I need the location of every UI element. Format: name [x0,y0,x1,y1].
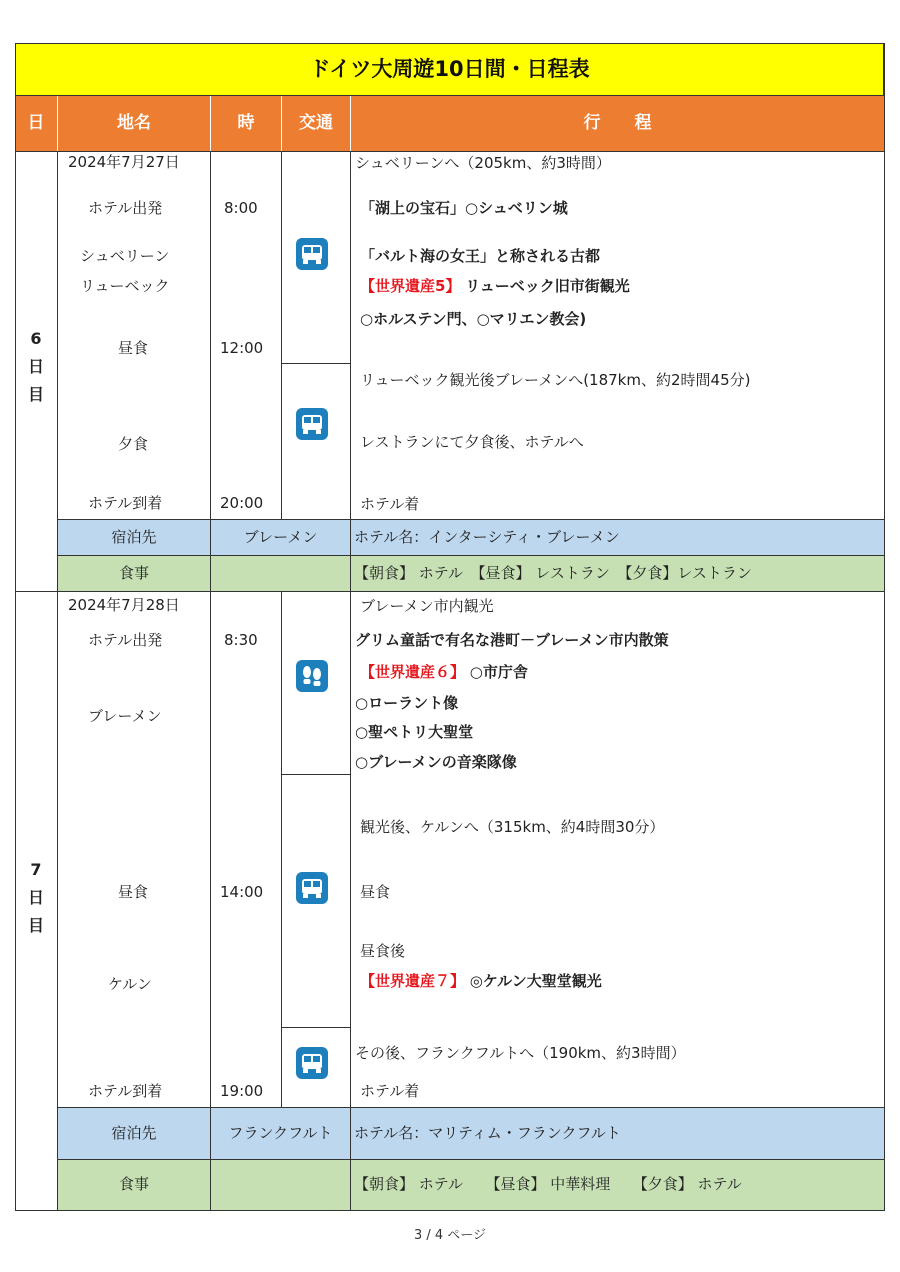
day7-itin-5: ○聖ペトリ大聖堂 [355,723,474,741]
day7-itin-12: ホテル着 [360,1082,420,1100]
day7-itin-3: 【世界遺産６】 ○市庁舎 [360,663,528,681]
header-transport: 交通 [282,96,351,151]
day6-itin-4: 【世界遺産5】 リューベック旧市街観光 [360,277,630,295]
day7-place-arrive: ホテル到着 [88,1082,163,1100]
world-heritage-badge: 【世界遺産７】 [360,972,466,990]
day7-itin-7: 観光後、ケルンへ（315km、約4時間30分） [360,818,665,836]
day7-stay-label: 宿泊先 [111,1124,157,1142]
bus-icon [296,408,328,440]
header-day: 日 [15,96,58,151]
day6-itin-3: 「バルト海の女王」と称される古都 [360,247,601,265]
day6-itin-2: 「湖上の宝石」○シュベリン城 [360,199,568,217]
day7-date: 2024年7月28日 [68,596,180,614]
day6-meal-label: 食事 [118,564,149,582]
day7-itin-8: 昼食 [360,883,391,901]
day6-meal-value: 【朝食】 ホテル 【昼食】 レストラン 【夕食】レストラン [354,564,752,582]
page-title: ドイツ大周遊10日間・日程表 [15,43,884,96]
day7-itin-1: ブレーメン市内観光 [360,597,494,615]
day7-itin-2: グリム童話で有名な港町－ブレーメン市内散策 [355,631,669,649]
day7-place-cologne: ケルン [108,975,152,993]
day7-stay-hotel: ホテル名：マリティム・フランクフルト [354,1124,621,1142]
day7-time-depart: 8:30 [224,631,258,649]
day6-itin-8: ホテル着 [360,495,420,513]
day6-time-lunch: 12:00 [220,339,264,357]
day7-meal-value: 【朝食】 ホテル 【昼食】 中華料理 【夕食】 ホテル [354,1175,742,1193]
day7-place-depart: ホテル出発 [88,631,163,649]
day7-time-lunch: 14:00 [220,883,264,901]
day6-place-arrive: ホテル到着 [88,494,163,512]
page-number: 3 / 4 ページ [413,1228,487,1243]
bus-icon [296,238,328,270]
day6-time-depart: 8:00 [224,199,258,217]
footprints-icon [296,660,328,692]
day7-place-lunch: 昼食 [118,883,149,901]
day6-date: 2024年7月27日 [68,153,180,171]
day6-itin-1: シュベリーンへ（205km、約3時間） [355,154,611,172]
header-place: 地名 [58,96,211,151]
world-heritage-badge: 【世界遺産5】 [360,277,461,295]
day6-stay-label: 宿泊先 [111,528,157,546]
bus-icon [296,1047,328,1079]
day7-itin-11: その後、フランクフルトへ（190km、約3時間） [355,1044,686,1062]
day6-place-lunch: 昼食 [118,339,149,357]
day6-place-dinner: 夕食 [118,435,149,453]
day7-label: 7 日 目 [27,860,44,935]
day7-time-arrive: 19:00 [220,1082,264,1100]
day6-stay-hotel: ホテル名：インターシティ・ブレーメン [354,528,620,546]
bus-icon [296,872,328,904]
day6-place-depart: ホテル出発 [88,199,163,217]
day6-stay-city: ブレーメン [243,528,318,546]
day6-place-lubeck: リューベック [80,277,170,295]
day7-place-bremen: ブレーメン [88,707,162,725]
day7-itin-6: ○ブレーメンの音楽隊像 [355,753,517,771]
day6-itin-7: レストランにて夕食後、ホテルへ [360,433,584,451]
day7-meal-label: 食事 [118,1175,149,1193]
day7-itin-9: 昼食後 [360,942,406,960]
world-heritage-badge: 【世界遺産６】 [360,663,466,681]
day6-itin-6: リューベック観光後ブレーメンへ(187km、約2時間45分) [360,371,751,389]
day6-time-arrive: 20:00 [220,494,264,512]
header-time: 時 [211,96,282,151]
day6-itin-5: ○ホルステン門、○マリエン教会) [360,310,587,328]
day7-itin-10: 【世界遺産７】 ◎ケルン大聖堂観光 [360,972,602,990]
header-itinerary: 行 程 [351,96,884,151]
day7-itin-4: ○ローラント像 [355,694,459,712]
day6-place-schwerin: シュベリーン [80,247,170,265]
day6-label: 6 日 目 [27,329,44,404]
day7-stay-city: フランクフルト [228,1124,333,1142]
